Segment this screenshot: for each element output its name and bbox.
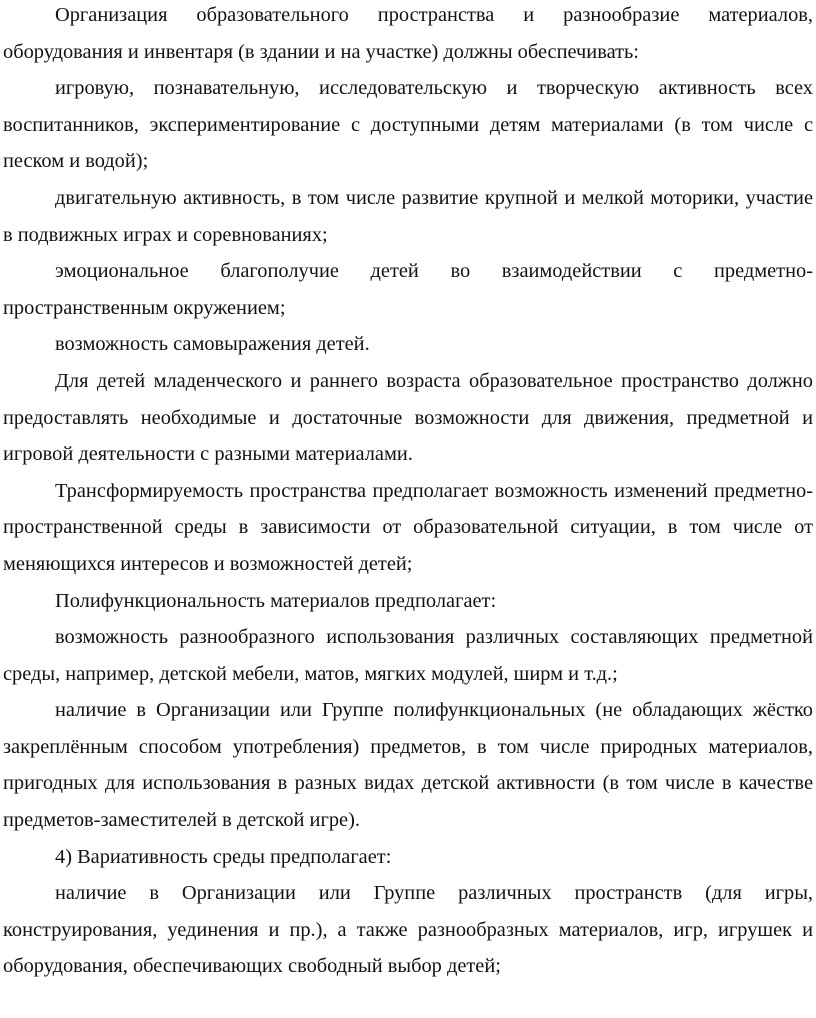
paragraph-organization: Организация образовательного пространства и разнообразие материалов, оборудования и инвентаря (в здании и на участке) должны обеспечивать: [3, 4, 813, 63]
paragraph-variability-heading: 4) Вариативность среды предполагает: [55, 845, 392, 868]
paragraph-polyfunctionality: Полифункциональность материалов предполагает: [55, 589, 497, 612]
paragraph-self-expression: возможность самовыражения детей. [55, 333, 370, 356]
paragraph-various-spaces: наличие в Организации или Группе различных пространств (для игры, конструирования, уединения и пр.), а также разнообразных материалов, игр, игрушек и оборудования, обеспечивающих свободный выбор детей; [3, 882, 813, 978]
paragraph-varied-use: возможность разнообразного использования различных составляющих предметной среды, например, детской мебели, матов, мягких модулей, ширм и т.д.; [3, 626, 813, 685]
paragraph-motor-activity: двигательную активность, в том числе развитие крупной и мелкой моторики, участие в подвижных играх и соревнованиях; [3, 186, 813, 246]
paragraph-infants: Для детей младенческого и раннего возраста образовательное пространство должно предоставлять необходимые и достаточные возможности для движения, предметной и игровой деятельности с разными материалами. [3, 369, 813, 466]
paragraph-transformability: Трансформируемость пространства предполагает возможность изменений предметно-пространственной среды в зависимости от образовательной ситуации, в том числе от меняющихся интересов и возможностей детей; [3, 479, 813, 575]
paragraph-play-activity: игровую, познавательную, исследовательскую и творческую активность всех воспитанников, экспериментирование с доступными детям материалами (в том числе с песком и водой); [3, 77, 813, 173]
paragraph-polyfunctional-items: наличие в Организации или Группе полифункциональных (не обладающих жёстко закреплённым способом употребления) предметов, в том числе природных материалов, пригодных для использования в разных видах детской активности (в том числе в качестве предметов-заместителей в детской игре). [3, 699, 813, 832]
paragraph-emotional-wellbeing: эмоциональное благополучие детей во взаимодействии с предметно-пространственным окружением; [3, 260, 813, 319]
